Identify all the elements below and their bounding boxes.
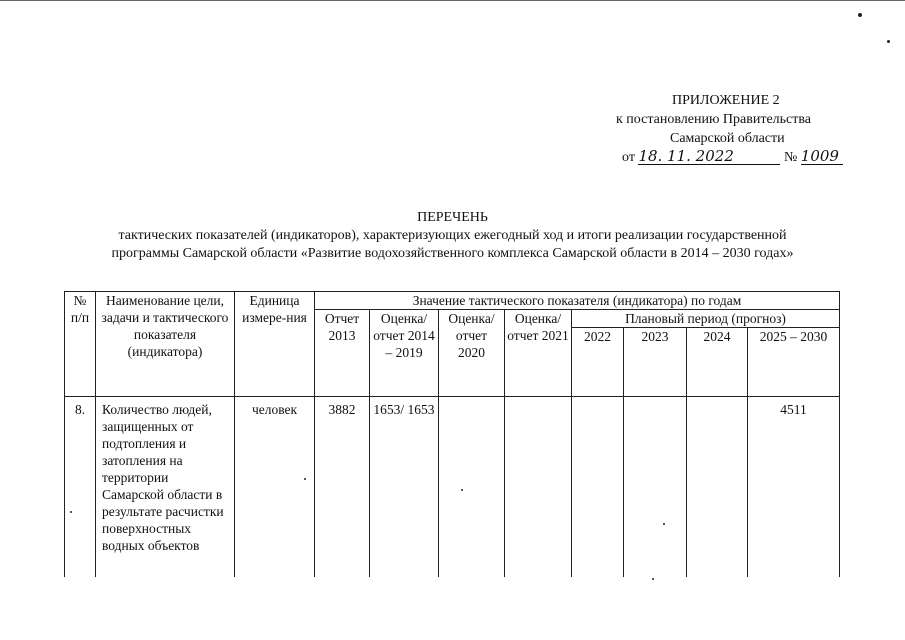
document-title: ПЕРЕЧЕНЬ [417,210,488,225]
header-unit: Единица измере-ния [235,292,315,397]
scan-speck [652,578,654,580]
cell-2024 [687,397,748,578]
cell-estimate-2014-2019: 1653/ 1653 [370,397,439,578]
cell-name: Количество людей, защищенных от подтопления и затопления на территории Самарской области в результате расчистки поверхностных водных объектов [96,397,235,578]
appendix-title: ПРИЛОЖЕНИЕ 2 [672,93,780,108]
cell-estimate-2020 [439,397,505,578]
header-row-1 [65,292,840,310]
header-estimate-2021: Оценка/ отчет 2021 [505,310,572,397]
header-estimate-2020: Оценка/ отчет 2020 [439,310,505,397]
appendix-line-2: Самарской области [670,131,785,146]
header-plan-group: Плановый период (прогноз) [572,310,840,328]
cell-2023 [624,397,687,578]
handwritten-date: 18. 11. 2022 [638,148,780,165]
appendix-line-1: к постановлению Правительства [616,112,812,127]
scan-speck [887,40,890,43]
cell-report-2013: 3882 [315,397,370,578]
header-num: № п/п [65,292,96,397]
table-row [65,397,840,578]
scan-edge-line [0,0,905,1]
document-subtitle-2: программы Самарской области «Развитие водохозяйственного комплекса Самарской области в 2014 – 2030 годах» [111,246,794,261]
header-2025-2030: 2025 – 2030 [748,328,840,397]
cell-unit: человек [235,397,315,578]
header-2022: 2022 [572,328,624,397]
header-name: Наименование цели, задачи и тактического показателя (индикатора) [96,292,235,397]
cell-2025-2030: 4511 [748,397,840,578]
cell-num: 8. [65,397,96,578]
appendix-date-line [560,148,905,167]
handwritten-number: 1009 [801,148,843,165]
header-report-2013: Отчет 2013 [315,310,370,397]
document-subtitle-1: тактических показателей (индикаторов), характеризующих ежегодный ход и итоги реализации государственной [118,228,787,243]
appendix-block [560,91,905,167]
date-prefix: от [622,150,635,165]
header-estimate-2014-2019: Оценка/ отчет 2014 – 2019 [370,310,439,397]
cell-2022 [572,397,624,578]
number-prefix: № [783,150,798,165]
document-title-block [0,209,905,263]
cell-estimate-2021 [505,397,572,578]
header-2024: 2024 [687,328,748,397]
scan-speck [858,13,862,17]
indicators-table [64,291,840,577]
header-values-group: Значение тактического показателя (индикатора) по годам [315,292,840,310]
header-2023: 2023 [624,328,687,397]
